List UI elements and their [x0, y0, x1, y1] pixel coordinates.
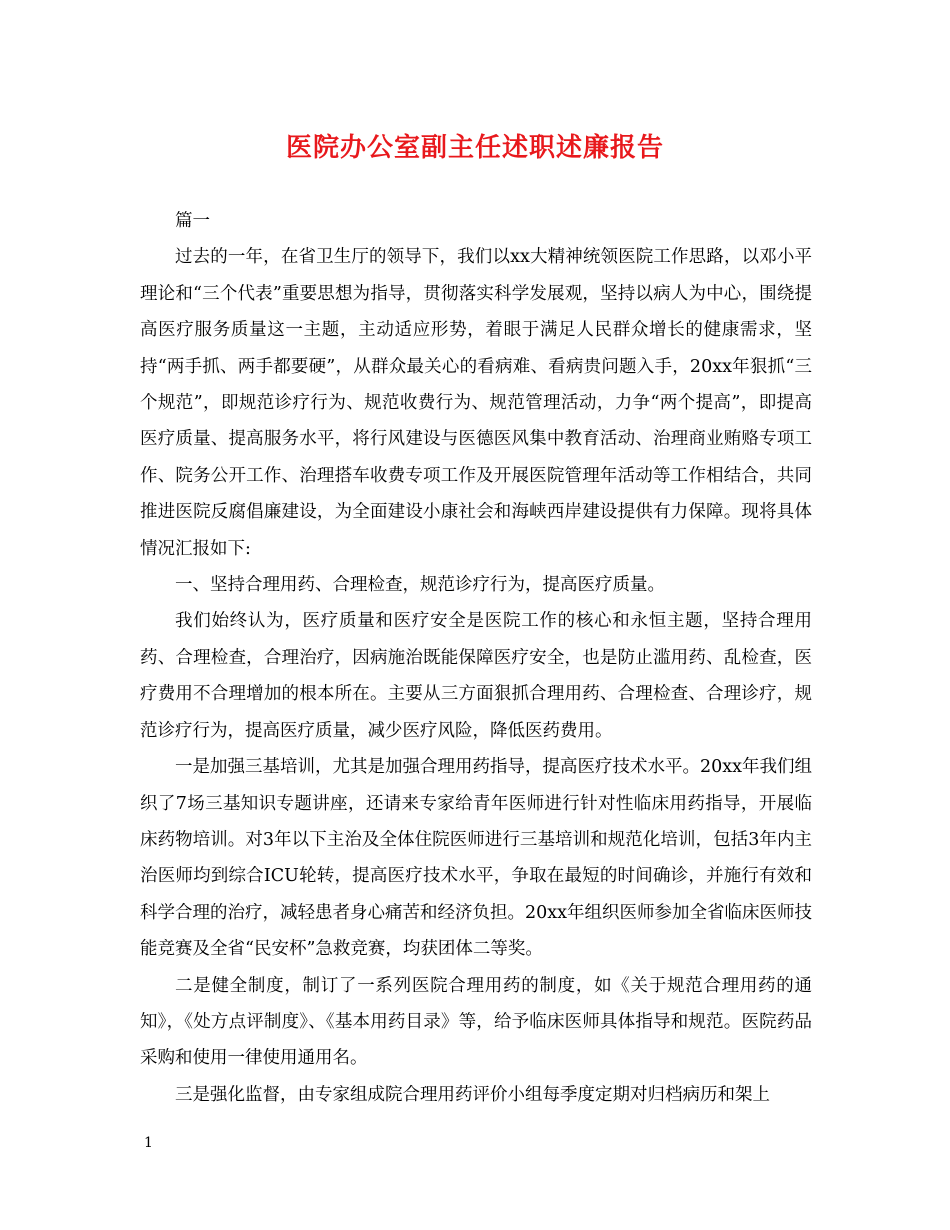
section-heading-part-one: 篇一: [175, 211, 210, 231]
body-paragraph: 三是强化监督，由专家组成院合理用药评价小组每季度定期对归档病历和架上: [175, 1084, 770, 1105]
page-number: 1: [144, 1135, 153, 1151]
intro-paragraph: 过去的一年，在省卫生厅的领导下，我们以xx大精神统领医院工作思路，以邓小平理论和“三个代表”重要思想为指导，贯彻落实科学发展观，坚持以病人为中心，围绕提高医疗服务质量这一主题，主动适应形势，着眼于满足人民群众增长的健康需求，坚持“两手抓、两手都要硬”，从群众最关心的看病难、看病贵问题入手，20xx年狠抓“三个规范”，即规范诊疗行为、规范收费行为、规范管理活动，力争“两个提高”，即提高医疗质量、提高服务水平，将行风建设与医德医风集中教育活动、治理商业贿赂专项工作、院务公开工作、治理搭车收费专项工作及开展医院管理年活动等工作相结合，共同推进医院反腐倡廉建设，为全面建设小康社会和海峡西岸建设提供有力保障。现将具体情况汇报如下:: [140, 247, 812, 559]
document-body: [140, 203, 812, 1113]
body-paragraph: 我们始终认为，医疗质量和医疗安全是医院工作的核心和永恒主题，坚持合理用药、合理检查，合理治疗，因病施治既能保障医疗安全，也是防止滥用药、乱检查，医疗费用不合理增加的根本所在。主要从三方面狠抓合理用药、合理检查、合理诊疗，规范诊疗行为，提高医疗质量，减少医疗风险，降低医药费用。: [140, 611, 812, 741]
body-paragraph: 二是健全制度，制订了一系列医院合理用药的制度，如《关于规范合理用药的通知》，《处方点评制度》、《基本用药目录》等，给予临床医师具体指导和规范。医院药品采购和使用一律使用通用名。: [140, 975, 812, 1069]
document-title: 医院办公室副主任述职述廉报告: [285, 133, 664, 163]
section-heading-one: 一、坚持合理用药、合理检查，规范诊疗行为，提高医疗质量。: [175, 575, 665, 596]
body-paragraph: 一是加强三基培训，尤其是加强合理用药指导，提高医疗技术水平。20xx年我们组织了7场三基知识专题讲座，还请来专家给青年医师进行针对性临床用药指导，开展临床药物培训。对3年以下主治及全体住院医师进行三基培训和规范化培训，包括3年内主治医师均到综合ICU轮转，提高医疗技术水平，争取在最短的时间确诊，并施行有效和科学合理的治疗，减轻患者身心痛苦和经济负担。20xx年组织医师参加全省临床医师技能竞赛及全省“民安杯”急救竞赛，均获团体二等奖。: [140, 757, 813, 960]
